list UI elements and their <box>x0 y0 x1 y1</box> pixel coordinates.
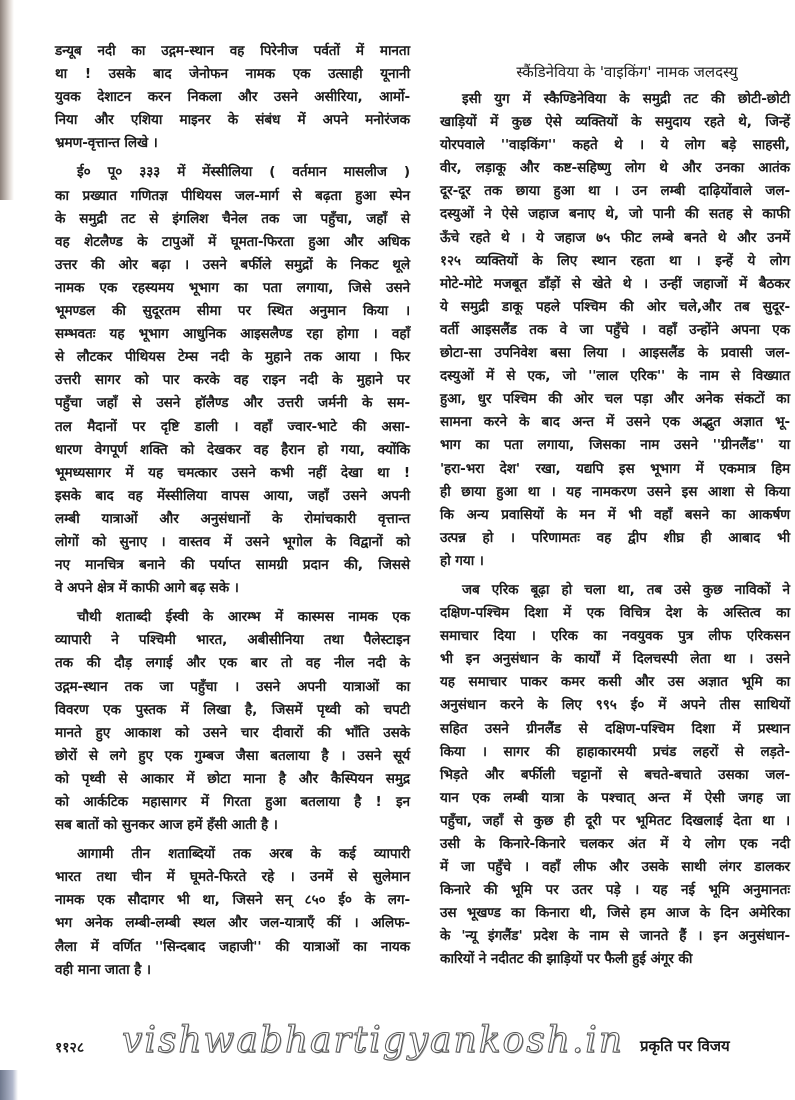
text-line: धारण वेगपूर्ण शक्ति को देखकर वह हैरान हो गया, क्योंकि <box>55 441 410 458</box>
text-line: अनुसंधान करने के लिए ९९५ ई० में अपने तीस साथियों <box>440 697 790 714</box>
text-line: इसी युग में स्कैण्डिनेविया के समुद्री तट की छोटी-छोटी <box>462 91 790 107</box>
text-line: भाग का पता लगाया, जिसका नाम उसने ''ग्रीनलैंड'' या <box>440 437 790 454</box>
text-line: लम्बी यात्राओं और अनुसंधानों के रोमांचकारी वृत्तान्त <box>55 510 410 527</box>
text-line: व्यापारी ने पश्चिमी भारत, अबीसीनिया तथा पैलेस्टाइन <box>55 632 410 649</box>
text-line: उस भूखण्ड का किनारा थी, जिसे हम आज के दिन अमेरिका <box>440 905 790 922</box>
text-line: विवरण एक पुस्तक में लिखा है, जिसमें पृथ्वी को चपटी <box>55 701 410 718</box>
text-line: को आर्कटिक महासागर में गिरता हुआ बतलाया है ! इन <box>55 794 410 810</box>
text-line: को पृथ्वी से आकार में छोटा माना है और कैस्पियन समुद्र <box>55 770 410 787</box>
text-line: कारियों ने नदीतट की झाड़ियों पर फैली हुई अंगूर की <box>440 951 693 968</box>
text-line: ये समुद्री डाकू पहले पश्चिम की ओर चले,और तब सुदूर- <box>440 298 790 315</box>
text-line: डन्यूब नदी का उद्गम-स्थान वह पिरेनीज पर्वतों में मानता <box>55 43 410 59</box>
right-column <box>440 60 790 972</box>
text-line: तल मैदानों पर दृष्टि डाली । वहाँ ज्वार-भाटे की असा- <box>55 418 410 435</box>
text-line: यह समाचार पाकर कमर कसी और उस अज्ञात भूमि का <box>440 674 790 691</box>
page-binding-shadow-bottom <box>0 1070 18 1100</box>
text-line: यान एक लम्बी यात्रा के पश्चात् अन्त में ऐसी जगह जा <box>440 789 790 806</box>
text-line: मोटे-मोटे मजबूत डाँड़ों से खेते थे । उन्हीं जहाजों में बैठकर <box>440 275 790 292</box>
text-line: हुआ, धुर पश्चिम की ओर चल पड़ा और अनेक संकटों का <box>440 391 790 408</box>
text-line: लैला में वर्णित ''सिन्दबाद जहाजी'' की यात्राओं का नायक <box>55 938 410 955</box>
text-line: लोगों को सुनाए । वास्तव में उसने भूगोल के विद्वानों को <box>55 533 410 550</box>
text-line: छोटा-सा उपनिवेश बसा लिया । आइसलैंड के प्रवासी जल- <box>440 345 790 362</box>
text-line: का प्रख्यात गणितज्ञ पीथियस जल-मार्ग से बढ़ता हुआ स्पेन <box>55 187 410 204</box>
text-line: तक की दौड़ लगाई और एक बार तो वह नील नदी के <box>55 655 410 672</box>
section-title: स्कैंडिनेविया के 'वाइकिंग' नामक जलदस्यु <box>516 63 738 81</box>
page-number: ११२८ <box>55 1040 85 1056</box>
text-line: कि अन्य प्रवासियों के मन में भी वहाँ बसने का आकर्षण <box>440 506 790 523</box>
text-line: १२५ व्यक्तियों के लिए स्थान रहता था । इन्हें ये लोग <box>440 252 790 269</box>
text-line: पहुँचा जहाँ से उसने हॉलैण्ड और उत्तरी जर्मनी के सम- <box>55 395 410 412</box>
text-line: 'हरा-भरा देश' रखा, यद्यपि इस भूभाग में एकमात्र हिम <box>440 460 790 477</box>
text-line: किनारे की भूमि पर उतर पड़े । यह नई भूमि अनुमानतः <box>440 882 790 899</box>
text-line: वीर, लड़ाकू और कष्ट-सहिष्णु लोग थे और उनका आतंक <box>440 160 790 177</box>
text-line: ही छाया हुआ था । यह नामकरण उसने इस आशा से किया <box>440 483 790 500</box>
text-line: सामना करने के बाद अन्त में उसने एक अद्भुत अज्ञात भू- <box>440 414 790 431</box>
text-line: सहित उसने ग्रीनलैंड से दक्षिण-पश्चिम दिशा में प्रस्थान <box>440 720 790 737</box>
text-line: इसके बाद वह मेंस्सीलिया वापस आया, जहाँ उसने अपनी <box>55 487 410 504</box>
text-line: भूमध्यसागर में यह चमत्कार उसने कभी नहीं देखा था ! <box>55 464 410 481</box>
text-line: समाचार दिया । एरिक का नवयुवक पुत्र लीफ एरिकसन <box>440 628 790 645</box>
text-line: भी इन अनुसंधान के कार्यों में दिलचस्पी लेता था । उसने <box>440 651 790 668</box>
paragraph <box>440 88 790 573</box>
paragraph <box>55 161 410 600</box>
text-line: हो गया । <box>440 552 484 569</box>
text-line: किया । सागर की हाहाकारमयी प्रचंड लहरों से लड़ते- <box>440 743 790 760</box>
text-line: दूर-दूर तक छाया हुआ था । उन लम्बी दाढ़ियोंवाले जल- <box>440 183 790 200</box>
text-line: उत्तरी सागर को पार करके वह राइन नदी के मुहाने पर <box>55 372 410 389</box>
text-line: युवक देशाटन करन निकला और उसने असीरिया, आर्मो- <box>55 89 410 106</box>
text-line: निया और एशिया माइनर के संबंध में अपने मनोरंजक <box>55 112 410 129</box>
left-column <box>55 40 410 982</box>
text-line: वर्ती आइसलैंड तक वे जा पहुँचे । वहाँ उन्होंने अपना एक <box>440 321 790 338</box>
text-line: नामक एक सौदागर भी था, जिसने सन् ८५० ई० के लग- <box>55 892 410 909</box>
paragraph <box>55 843 410 982</box>
text-line: दस्युओं में से एक, जो ''लाल एरिक'' के नाम से विख्यात <box>440 368 790 385</box>
text-line: ऊँचे रहते थे । ये जहाज ७५ फीट लम्बे बनते थे और उनमें <box>440 229 790 246</box>
text-line: पहुँचा, जहाँ से कुछ ही दूरी पर भूमितट दिखलाई देता था । <box>440 812 790 829</box>
paragraph <box>55 606 410 837</box>
text-line: दक्षिण-पश्चिम दिशा में एक विचित्र देश के अस्तित्व का <box>440 605 790 622</box>
text-line: भूमण्डल की सुदूरतम सीमा पर स्थित अनुमान किया । <box>55 303 410 320</box>
text-line: सब बातों को सुनकर आज हमें हँसी आती है । <box>55 817 278 834</box>
text-line: सम्भवतः यह भूभाग आधुनिक आइसलैण्ड रहा होगा । वहाँ <box>55 326 410 343</box>
text-line: जब एरिक बूढ़ा हो चला था, तब उसे कुछ नाविकों ने <box>462 581 790 598</box>
text-line: उद्गम-स्थान तक जा पहुँचा । उसने अपनी यात्राओं का <box>55 678 410 695</box>
text-line: था ! उसके बाद जेनोफन नामक एक उत्साही यूनानी <box>55 66 410 83</box>
text-line: चौथी शताब्दी ईस्वी के आरम्भ में कास्मस नामक एक <box>77 609 410 626</box>
text-line: आगामी तीन शताब्दियों तक अरब के कई व्यापारी <box>77 846 410 863</box>
text-line: वह शेटलैण्ड के टापुओं में घूमता-फिरता हुआ और अधिक <box>55 233 410 250</box>
text-line: उसी के किनारे-किनारे चलकर अंत में ये लोग एक नदी <box>440 836 790 852</box>
text-line: से लौटकर पीथियस टेम्स नदी के मुहाने तक आया । फिर <box>55 349 410 366</box>
text-line: वही माना जाता है । <box>55 961 151 978</box>
text-line: भिड़ते और बर्फीली चट्टानों से बचते-बचाते उसका जल- <box>440 766 790 783</box>
text-line: भ्रमण-वृत्तान्त लिखे । <box>55 135 158 152</box>
text-line: ई० पू० ३३३ में मेंस्सीलिया ( वर्तमान मासलीज ) <box>77 164 410 181</box>
text-line: छोरों से लगे हुए एक गुम्बज जैसा बतलाया है । उसने सूर्य <box>55 747 410 764</box>
text-line: वे अपने क्षेत्र में काफी आगे बढ़ सके । <box>55 580 239 597</box>
text-line: योरपवाले ''वाइकिंग'' कहते थे । ये लोग बड़े साहसी, <box>440 137 790 154</box>
text-line: नए मानचित्र बनाने की पर्याप्त सामग्री प्रदान की, जिससे <box>55 557 410 574</box>
text-line: भग अनेक लम्बी-लम्बी स्थल और जल-यात्राएँ कीं । अलिफ- <box>55 915 410 932</box>
page-binding-shadow <box>0 0 14 200</box>
paragraph <box>55 40 410 155</box>
text-line: के समुद्री तट से इंगलिश चैनेल तक जा पहुँचा, जहाँ से <box>55 210 410 227</box>
text-line: दस्युओं ने ऐसे जहाज बनाए थे, जो पानी की सतह से काफी <box>440 206 790 223</box>
text-line: उत्पन्न हो । परिणामतः वह द्वीप शीघ्र ही आबाद भी <box>440 529 790 546</box>
running-footer-title: प्रकृति पर विजय <box>640 1037 730 1055</box>
text-line: के 'न्यू इंगलैंड' प्रदेश के नाम से जानते हैं । इन अनुसंधान- <box>440 928 790 945</box>
text-line: में जा पहुँचे । वहाँ लीफ और उसके साथी लंगर डालकर <box>440 859 790 876</box>
watermark: vishwabhartigyankosh.in <box>122 1020 624 1061</box>
right-column-body <box>440 88 790 972</box>
text-line: खाड़ियों में कुछ ऐसे व्यक्तियों के समुदाय रहते थे, जिन्हें <box>440 114 790 131</box>
text-line: नामक एक रहस्यमय भूभाग का पता लगाया, जिसे उसने <box>55 279 410 296</box>
paragraph <box>440 579 790 972</box>
text-line: भारत तथा चीन में घूमते-फिरते रहे । उनमें से सुलेमान <box>55 869 410 886</box>
text-line: उत्तर की ओर बढ़ा । उसने बर्फीले समुद्रों के निकट थूले <box>55 256 410 273</box>
text-line: मानते हुए आकाश को उसने चार दीवारों की भाँति उसके <box>55 724 410 741</box>
